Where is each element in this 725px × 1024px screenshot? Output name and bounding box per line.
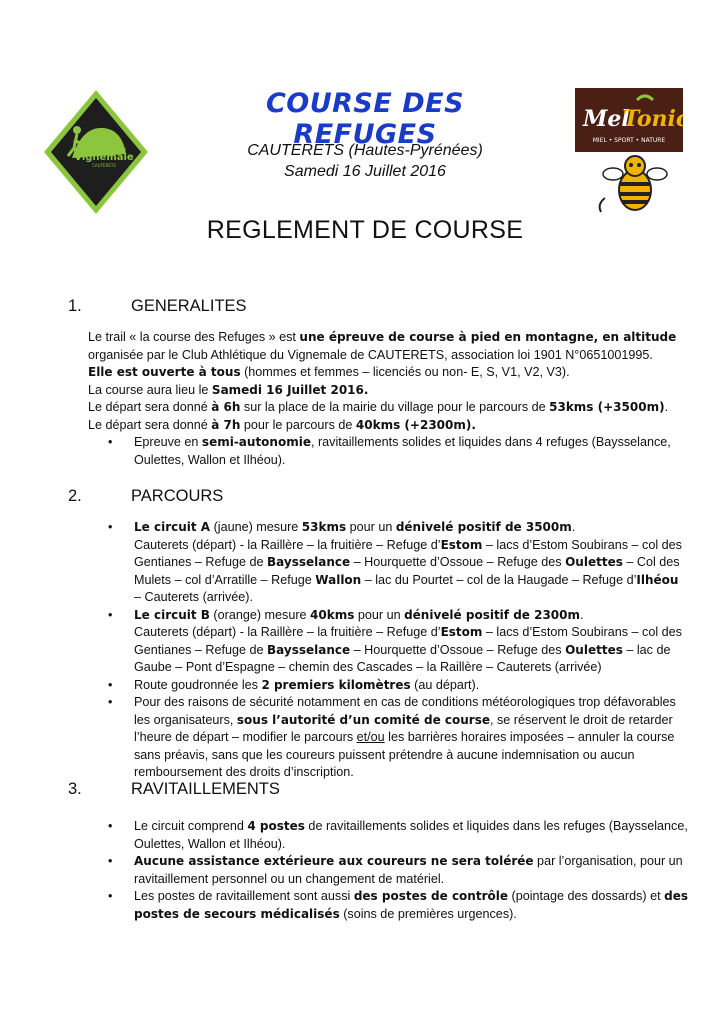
list-item-circuit-b: • Le circuit B (orange) mesure 40kms pour un dénivelé positif de 2300m. Cauterets (départ) - la Raillère – la fruitière – Refuge d’Estom – lacs d’Estom Soubirans – col des Gentianes – Refuge de Baysselance – Hourquette d’Ossoue – Refuge des Oulettes – lac de Gaube – Pont d’Espagne – chemin des Cascades – la Raillère – Cauterets (arrivée): [108, 607, 682, 674]
bullet-icon: •: [108, 695, 113, 709]
paragraph: Le départ sera donné à 6h sur la place de la mairie du village pour le parcours de 53kms (+3500m).: [88, 400, 669, 414]
paragraph: Elle est ouverte à tous (hommes et femmes – licenciés ou non- E, S, V1, V2, V3).: [88, 365, 570, 379]
list-item: • Les postes de ravitaillement sont aussi des postes de contrôle (pointage des dossards) et des postes de secours médicalisés (soins de premières urgences).: [108, 889, 688, 921]
svg-text:Mel: Mel: [583, 106, 630, 132]
svg-text:MIEL • SPORT • NATURE: MIEL • SPORT • NATURE: [592, 137, 666, 144]
section-heading-parcours: [68, 487, 223, 506]
section-heading-ravitaillements: [68, 780, 280, 799]
paragraph: Le départ sera donné à 7h pour le parcours de 40kms (+2300m).: [88, 417, 476, 432]
section-title: RAVITAILLEMENTS: [131, 780, 280, 798]
svg-text:Tonic: Tonic: [623, 106, 683, 132]
svg-text:Vignemale: Vignemale: [74, 152, 134, 163]
generalites-bullets: [108, 434, 688, 469]
list-item-route: • Route goudronnée les 2 premiers kilomètres (au départ).: [108, 677, 688, 695]
event-title: COURSE DES REFUGES: [265, 88, 465, 150]
section-number: 1.: [68, 297, 82, 315]
list-item: • Aucune assistance extérieure aux coureurs ne sera tolérée par l’organisation, pour un ravitaillement personnel ou un changement de matériel.: [108, 854, 683, 886]
svg-text:CAUTERETS: CAUTERETS: [92, 163, 116, 168]
meltonic-logo: [575, 88, 683, 216]
paragraph: Le trail « la course des Refuges » est une épreuve de course à pied en montagne, en altitude organisée par le Club Athlétique du Vignemale de CAUTERETS, association loi 1901 N°0651001995.: [88, 330, 677, 362]
bullet-icon: •: [108, 819, 113, 833]
section-number: 3.: [68, 780, 82, 798]
section-number: 2.: [68, 487, 82, 505]
document-title: REGLEMENT DE COURSE: [206, 216, 524, 244]
list-item: • Le circuit comprend 4 postes de ravitaillements solides et liquides dans les refuges (Baysselance, Oulettes, Wallon et Ilhéou).: [108, 819, 688, 851]
svg-text:CLUB ATHLÉTIQUE DU: CLUB ATHLÉTIQUE DU: [82, 147, 126, 152]
event-location-date: [200, 140, 530, 182]
bee-mascot-icon: [575, 88, 683, 216]
bullet-icon: •: [108, 520, 113, 534]
generalites-text: [88, 329, 688, 434]
runner-mountain-icon: [42, 88, 150, 216]
paragraph: La course aura lieu le Samedi 16 Juillet 2016.: [88, 382, 369, 397]
section-title: PARCOURS: [131, 487, 224, 505]
bullet-icon: •: [108, 889, 113, 903]
vignemale-club-logo: [42, 88, 150, 216]
parcours-bullets: [108, 519, 688, 782]
bullet-icon: •: [108, 435, 113, 449]
event-date: Samedi 16 Juillet 2016: [284, 163, 446, 180]
bullet-icon: •: [108, 854, 113, 868]
section-heading-generalites: [68, 297, 247, 316]
section-title: GENERALITES: [131, 297, 247, 315]
bullet-icon: •: [108, 677, 113, 692]
bullet-icon: •: [108, 607, 113, 622]
event-location: CAUTERETS (Hautes-Pyrénées): [247, 142, 483, 159]
list-item: • Epreuve en semi-autonomie, ravitaillements solides et liquides dans 4 refuges (Baysselance, Oulettes, Wallon et Ilhéou).: [108, 435, 671, 467]
list-item-circuit-a: • Le circuit A (jaune) mesure 53kms pour un dénivelé positif de 3500m. Cauterets (départ) - la Raillère – la fruitière – Refuge d’Estom – lacs d’Estom Soubirans – col des Gentianes – Refuge de Baysselance – Hourquette d’Ossoue – Refuge des Oulettes – Col des Mulets – col d’Arratille – Refuge Wallon – lac du Pourtet – col de la Haugade – Refuge d’Ilhéou – Cauterets (arrivée).: [108, 520, 682, 604]
ravitaillements-bullets: [108, 818, 688, 923]
list-item-securite: • Pour des raisons de sécurité notamment en cas de conditions météorologiques trop défavorables les organisateurs, sous l’autorité d’un comité de course, se réservent le droit de retarder l’heure de départ – modifier le parcours et/ou les barrières horaires imposées – annuler la course sans préavis, sans que les coureurs puissent prétendre à aucune indemnisation ou aucun remboursement des droits d’inscription.: [108, 695, 676, 779]
